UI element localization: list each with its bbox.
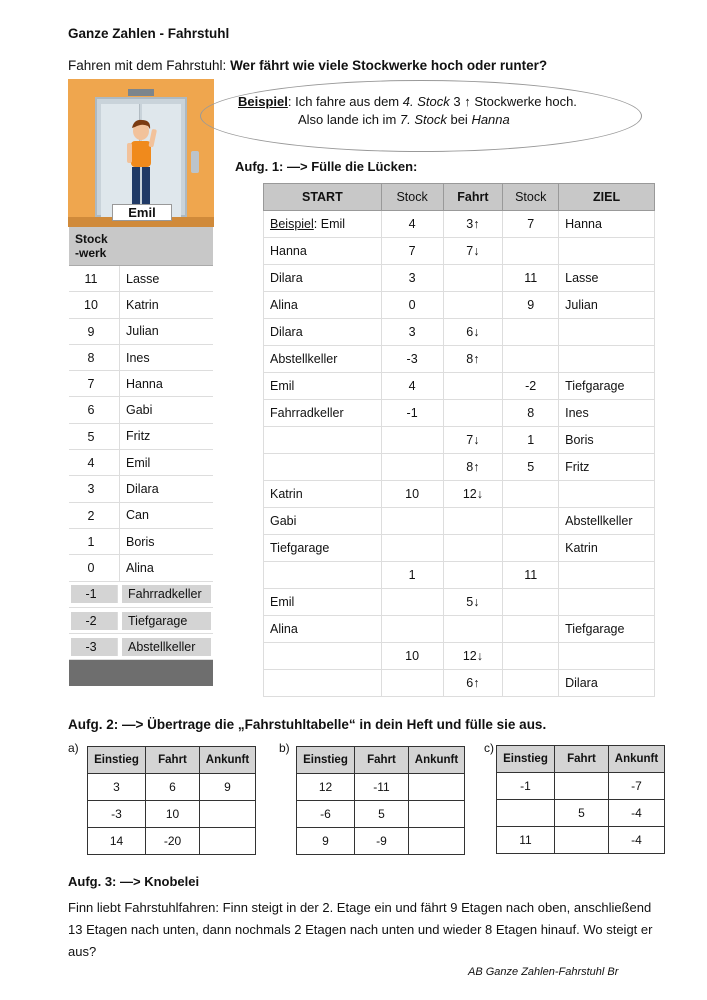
task2-title: Aufg. 2: —> Übertrage die „Fahrstuhltabelle“ in dein Heft und fülle sie aus. [68,717,547,732]
task1-cell: Lasse [559,265,655,292]
task2-cell: 9 [297,828,355,855]
table-row [88,828,256,855]
floor-row [69,582,213,608]
task2-header-cell: Ankunft [409,747,465,774]
task1-cell [264,211,382,238]
example-text: 7. Stock [399,112,447,127]
task1-cell: 6↓ [443,319,503,346]
floor-list-header-line1: Stock [75,232,108,246]
task1-header-cell: Stock [503,184,559,211]
task1-cell [381,508,443,535]
table-row [297,774,465,801]
task1-cell: Tiefgarage [264,535,382,562]
task2-cell: -6 [297,801,355,828]
floor-list-header-line2: -werk [75,246,107,260]
task1-cell [559,589,655,616]
floor-resident: Katrin [126,297,159,312]
example-text: Hanna [471,112,510,127]
task1-cell: Fritz [559,454,655,481]
task1-cell [264,562,382,589]
table-row [264,427,655,454]
table-row [497,800,665,827]
table-row [264,454,655,481]
task1-cell [381,454,443,481]
table-row [264,589,655,616]
task1-cell [264,670,382,697]
floor-list-rows [69,266,213,660]
task2-table [87,746,256,855]
task1-title: Aufg. 1: —> Fülle die Lücken: [235,159,418,174]
task2-cell [555,827,609,854]
table-row [297,801,465,828]
table-row [264,670,655,697]
task1-cell: 8 [503,400,559,427]
task1-cell [264,643,382,670]
task2-header-cell: Fahrt [355,747,409,774]
floor-resident: Ines [126,350,150,365]
task1-cell [381,427,443,454]
task1-cell [443,400,503,427]
floor-number: 9 [69,319,120,344]
task1-cell: 3 [381,319,443,346]
task2-table-header [88,747,256,774]
task2-table-label: c) [484,741,494,755]
task1-cell: Tiefgarage [559,373,655,400]
task2-cell: 9 [200,774,256,801]
task3-text: Finn liebt Fahrstuhlfahren: Finn steigt in der 2. Etage ein und fährt 9 Etagen nach oben, anschließend 13 Etagen nach unten, dann nochmals 2 Etagen nach unten und wieder 8 Etagen hinauf. Wo steigt er aus? [68,900,653,959]
task2-cell [497,800,555,827]
task2-cell: 14 [88,828,146,855]
task1-cell: 8↑ [443,454,503,481]
task1-cell [559,562,655,589]
task1-cell: Gabi [264,508,382,535]
task1-cell: Hanna [264,238,382,265]
floor-resident: Alina [126,560,154,575]
task2-cell [409,801,465,828]
task1-cell: 11 [503,265,559,292]
table-row [264,535,655,562]
table-row [497,773,665,800]
task1-cell: Tiefgarage [559,616,655,643]
intro-prefix: Fahren mit dem Fahrstuhl: [68,58,231,73]
floor-list-header [69,227,213,266]
table-row [264,319,655,346]
task1-header-cell: START [264,184,382,211]
floor-number: 10 [69,292,120,317]
task1-cell [443,562,503,589]
floor-resident: Hanna [126,376,163,391]
task2-header-cell: Einstieg [297,747,355,774]
task1-cell: 12↓ [443,643,503,670]
example-label: Beispiel [270,217,314,231]
floor-number: -3 [71,638,118,656]
intro-question: Wer fährt wie viele Stockwerke hoch oder runter? [230,58,548,73]
task1-cell: Julian [559,292,655,319]
task2-cell: 5 [555,800,609,827]
table-row [88,774,256,801]
floor-number: 8 [69,345,120,370]
task2-cell: -3 [88,801,146,828]
task2-cell: 12 [297,774,355,801]
floor-resident: Fahrradkeller [122,585,211,603]
task2-cell: 5 [355,801,409,828]
elevator-button-panel [191,151,199,173]
task2-cell: -20 [146,828,200,855]
floor-row [69,345,213,371]
task1-cell [503,616,559,643]
task1-cell [443,265,503,292]
task1-cell: 8↑ [443,346,503,373]
task1-cell [559,319,655,346]
task1-cell [503,346,559,373]
floor-number: 2 [69,503,120,528]
task1-cell: 7↓ [443,238,503,265]
table-row [264,211,655,238]
task3-title: Aufg. 3: —> Knobelei [68,874,200,889]
task1-cell [381,670,443,697]
task1-cell: Fahrradkeller [264,400,382,427]
floor-number: 4 [69,450,120,475]
floor-row [69,397,213,423]
floor-row [69,424,213,450]
task1-cell: 3↑ [443,211,503,238]
task1-cell: 4 [381,211,443,238]
task1-cell: 10 [381,643,443,670]
floor-number: 0 [69,555,120,580]
task2-cell [200,828,256,855]
task1-cell: Alina [264,616,382,643]
task1-cell: 7 [503,211,559,238]
task1-table-body [264,211,655,697]
task1-cell: -1 [381,400,443,427]
task2-cell: 10 [146,801,200,828]
elevator-name-label: Emil [112,204,172,221]
task2-cell: -11 [355,774,409,801]
task1-cell: Dilara [559,670,655,697]
table-row [264,400,655,427]
floor-resident: Boris [126,534,155,549]
task2-cell: -9 [355,828,409,855]
task2-header-cell: Einstieg [88,747,146,774]
floor-number: 6 [69,397,120,422]
task1-cell [443,373,503,400]
task1-cell: 12↓ [443,481,503,508]
task1-cell [381,535,443,562]
floor-row [69,634,213,660]
example-text: 3 [449,94,465,109]
task1-cell [503,319,559,346]
task2-cell: -7 [609,773,665,800]
task2-cell: 3 [88,774,146,801]
floor-number: -2 [71,612,118,630]
floor-row [69,319,213,345]
floor-row [69,371,213,397]
task2-header-cell: Ankunft [609,746,665,773]
table-row [264,292,655,319]
table-row [264,508,655,535]
task1-cell [503,508,559,535]
task1-cell: -3 [381,346,443,373]
floor-resident: Emil [126,455,151,470]
table-row [264,346,655,373]
task1-cell [443,616,503,643]
elevator-floor-indicator [128,89,154,96]
floor-number: 7 [69,371,120,396]
task2-cell [409,828,465,855]
task1-cell: Abstellkeller [264,346,382,373]
table-row [264,562,655,589]
floor-row [69,608,213,634]
task1-cell: 6↑ [443,670,503,697]
intro-text [68,58,547,73]
floor-row [69,529,213,555]
task1-cell: 1 [381,562,443,589]
task1-table [263,183,655,697]
floor-resident: Julian [126,324,159,339]
floor-resident: Fritz [126,429,151,444]
task1-cell: 0 [381,292,443,319]
task1-table-header [264,184,655,211]
task1-cell [443,292,503,319]
task1-cell: 3 [381,265,443,292]
task1-cell: 5 [503,454,559,481]
table-row [264,373,655,400]
example-name: : Emil [313,217,346,231]
example-line-2 [298,112,510,127]
task1-cell: 10 [381,481,443,508]
task1-cell: Hanna [559,211,655,238]
task1-cell [559,346,655,373]
task1-cell: 7↓ [443,427,503,454]
floor-resident: Gabi [126,403,153,418]
floor-list [69,227,213,686]
floor-number: 5 [69,424,120,449]
example-text: Stockwerke hoch. [470,94,577,109]
page-title: Ganze Zahlen - Fahrstuhl [68,26,230,41]
task2-table-header [297,747,465,774]
task2-table-header [497,746,665,773]
floor-row [69,266,213,292]
task1-cell [503,643,559,670]
task1-cell [264,454,382,481]
table-row [264,238,655,265]
task1-cell: Dilara [264,265,382,292]
task1-cell: 1 [503,427,559,454]
floor-resident: Lasse [126,271,160,286]
example-text: bei [446,112,472,127]
task2-header-cell: Fahrt [146,747,200,774]
task2-cell: -1 [497,773,555,800]
task2-header-cell: Fahrt [555,746,609,773]
task2-cell: 11 [497,827,555,854]
table-row [264,481,655,508]
floor-row [69,503,213,529]
task1-cell [503,238,559,265]
task2-cell: -4 [609,827,665,854]
task1-cell [443,508,503,535]
floor-resident: Abstellkeller [122,638,211,656]
floor-resident: Can [126,508,149,523]
task2-header-cell: Ankunft [200,747,256,774]
task1-cell [381,589,443,616]
task1-cell [264,427,382,454]
task2-header-cell: Einstieg [497,746,555,773]
task1-cell [559,238,655,265]
task1-header-cell: Stock [381,184,443,211]
task1-cell: Emil [264,373,382,400]
table-row [264,616,655,643]
floor-resident: Tiefgarage [122,612,211,630]
task1-cell [503,670,559,697]
task1-cell: Ines [559,400,655,427]
task1-cell [559,643,655,670]
floor-row [69,555,213,581]
floor-number: 3 [69,476,120,501]
task2-table [496,745,665,854]
task1-cell [443,535,503,562]
task1-cell: Abstellkeller [559,508,655,535]
task1-cell: 7 [381,238,443,265]
example-text: : Ich fahre aus dem [287,94,403,109]
example-text: Also lande ich im [298,112,400,127]
table-row [497,827,665,854]
task2-cell [200,801,256,828]
example-line-1 [238,94,577,109]
task1-cell [381,616,443,643]
example-label: Beispiel [238,94,288,109]
task1-header-cell: ZIEL [559,184,655,211]
floor-row [69,292,213,318]
task2-table-label: b) [279,741,290,755]
task2-table [296,746,465,855]
floor-number: -1 [71,585,118,603]
example-text: 4. Stock [402,94,450,109]
task1-cell: 4 [381,373,443,400]
task1-cell [503,589,559,616]
task1-cell: Alina [264,292,382,319]
floor-list-bottom [69,660,213,686]
table-row [297,828,465,855]
task1-cell: -2 [503,373,559,400]
task1-cell: Boris [559,427,655,454]
task2-cell: 6 [146,774,200,801]
task1-header-cell: Fahrt [443,184,503,211]
floor-resident: Dilara [126,482,159,497]
task1-cell: 5↓ [443,589,503,616]
up-arrow-icon: ↑ [464,94,471,109]
person-icon [120,119,164,217]
task1-cell: Emil [264,589,382,616]
task1-cell [559,481,655,508]
task1-cell [503,535,559,562]
task2-table-label: a) [68,741,79,755]
footer-text: AB Ganze Zahlen-Fahrstuhl Br [468,966,619,978]
task2-cell: -4 [609,800,665,827]
task1-cell [503,481,559,508]
task1-cell: Katrin [559,535,655,562]
task2-cell [555,773,609,800]
table-row [264,643,655,670]
floor-row [69,476,213,502]
floor-row [69,450,213,476]
floor-number: 11 [69,266,120,291]
floor-number: 1 [69,529,120,554]
task2-cell [409,774,465,801]
task1-cell: Katrin [264,481,382,508]
table-row [88,801,256,828]
task1-cell: 11 [503,562,559,589]
task1-cell: 9 [503,292,559,319]
table-row [264,265,655,292]
task1-cell: Dilara [264,319,382,346]
